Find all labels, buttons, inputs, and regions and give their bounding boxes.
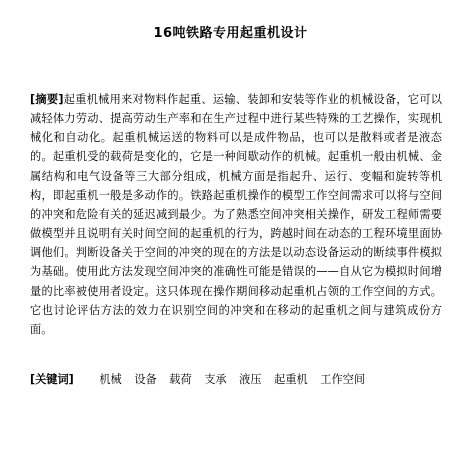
- keyword: 载荷: [169, 373, 192, 386]
- keywords-label: [关键词]: [30, 373, 74, 386]
- keyword: 设备: [134, 373, 157, 386]
- abstract-label: [摘要]: [30, 93, 64, 106]
- keyword: 支承: [204, 373, 227, 386]
- keyword: 起重机: [274, 373, 308, 386]
- keywords-line: [30, 370, 450, 389]
- abstract-paragraph: [30, 90, 442, 339]
- keyword: 液压: [239, 373, 262, 386]
- keyword: 工作空间: [320, 373, 366, 386]
- abstract-text: 起重机械用来对物料作起重、运输、装卸和安装等作业的机械设备，它可以减轻体力劳动、提高劳动生产率和在生产过程中进行某些特殊的工艺操作，实现机械化和自动化。起重机械运送的物料可以是成件物品，也可以是散料或者是液态的。起重机受的载荷是变化的，它是一种间歇动作的机械。起重机一般由机械、金属结构和电气设备等三大部分组成，机械方面是指起升、运行、变幅和旋转等机构，即起重机一般是多动作的。铁路起重机操作的模型工作空间需求可以将与空间的冲突和危险有关的延迟减到最少。为了熟悉空间冲突相关操作，研发工程师需要做模型并且说明有关时间空间的起重机的行为，跨越时间在动态的工程环境里面协调他们。判断设备关于空间的冲突的现在的方法是以动态设备运动的断续事件模拟为基础。使用此方法发现空间冲突的准确性可能是错误的——自从它为模拟时间增量的比率被使用者设定。这只体现在操作期间移动起重机占领的工作空间的方式。它也讨论评估方法的效力在识别空间的冲突和在移动的起重机之间与建筑成份方面。: [30, 93, 442, 336]
- keyword: 机械: [99, 373, 122, 386]
- document-title: 16吨铁路专用起重机设计: [153, 26, 308, 41]
